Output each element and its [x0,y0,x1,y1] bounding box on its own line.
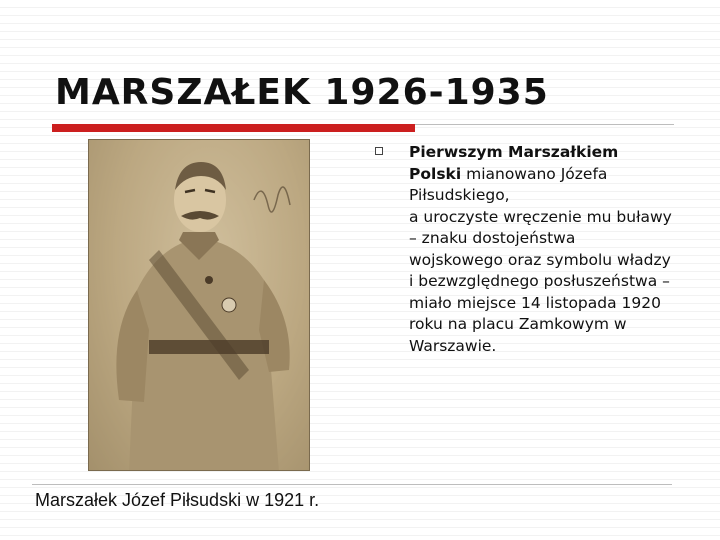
title-accent-bar [52,124,415,132]
bullet-paragraph [409,142,674,357]
footer-divider-line [32,484,672,485]
bullet-square-icon [375,147,383,155]
photo-caption: Marszałek Józef Piłsudski w 1921 r. [35,490,320,510]
portrait-photo [88,139,310,471]
portrait-illustration [89,140,310,471]
bullet-text-first: mianowano Józefa Piłsudskiego, [409,164,608,204]
slide-title: MARSZAŁEK 1926-1935 [55,72,549,113]
bullet-text-second: a uroczyste wręczenie mu buławy – znaku dostojeństwa wojskowego oraz symbolu władzy i bezwzględnego posłuszeństwa – miało miejsce 14 listopada 1920 roku na placu Zamkowym w Warszawie. [409,207,672,355]
bullet-bold-text: Pierwszym Marszałkiem Polski [409,143,619,183]
